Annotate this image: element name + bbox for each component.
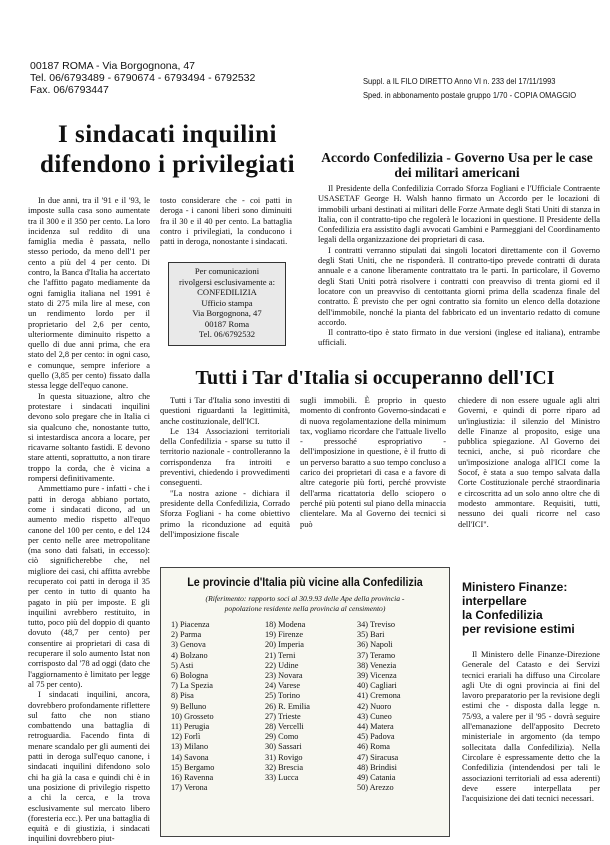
contact-line: 00187 Roma (204, 318, 250, 329)
province-item: 50) Arezzo (357, 783, 394, 793)
province-item: 24) Varese (265, 681, 301, 691)
tar-article-title: Tutti i Tar d'Italia si occuperanno dell'ICI (195, 367, 555, 389)
contact-box (168, 262, 286, 346)
province-item: 42) Nuoro (357, 701, 392, 711)
paragraph: Tutti i Tar d'Italia sono investiti di questioni riguardanti la legittimità, anche costituzionale, dell'ICI. (160, 396, 290, 426)
main-article-column-2 (160, 196, 292, 266)
fax-line: Fax. 06/6793447 (30, 84, 109, 96)
tar-article-column-3 (458, 396, 600, 568)
province-item: 12) Forlì (171, 732, 201, 742)
title-line: interpellare (462, 594, 527, 608)
contact-line: CONFEDILIZIA (197, 287, 257, 297)
province-item: 13) Milano (171, 742, 209, 752)
provinces-column-2 (265, 620, 310, 783)
province-item: 3) Genova (171, 640, 206, 650)
provinces-column-3 (357, 620, 401, 793)
contact-line: Tel. 06/6792532 (198, 329, 256, 339)
paragraph: I sindacati inquilini, ancora, dovrebbero profondamente riflettere sul fatto che non stiano combattendo una battaglia di retroguardia. Facendo finta di menare scandalo per gli aumenti dei patti in deroga sull'equo canone, i sindacati inquilini difendono solo chi ha già la casa e quindi chi è in una posizione di privilegio rispetto a chi la cerca, e la trova esclusivamente sul mercato libero (foresteria ecc.). Per una battaglia di equità e di giustizia, i sindacati inquilini dovrebbero piut- (28, 690, 150, 844)
title-line: per revisione estimi (462, 622, 575, 636)
contact-line: rivolgersi esclusivamente a: (179, 276, 275, 287)
province-item: 25) Torino (265, 691, 300, 701)
province-item: 32) Brescia (265, 762, 304, 772)
finance-article-title (462, 580, 602, 636)
province-item: 18) Modena (265, 620, 306, 629)
province-item: 16) Ravenna (171, 773, 214, 783)
province-item: 8) Pisa (171, 691, 194, 701)
provinces-subtitle (165, 594, 445, 614)
province-item: 34) Treviso (357, 620, 396, 629)
contact-line: Per comunicazioni (194, 266, 260, 276)
paragraph: In questa situazione, altro che protestare i sindacati inquilini devono solo pregare che in Italia ci sia qualcuno che, nonostante tutto, si intestardisca ancora a locare, per ricavarne soltanto fastidi. E devono stare attenti, soprattutto, a non tirare troppo la corda, che è vicina a rompersi definitivamente. (28, 391, 150, 484)
province-item: 14) Savona (171, 752, 209, 762)
province-item: 26) R. Emilia (265, 701, 310, 711)
province-item: 41) Cremona (357, 691, 401, 701)
province-item: 38) Venezia (357, 660, 397, 670)
paragraph: In due anni, tra il '91 e il '93, le imposte sulla casa sono aumentate tra il 300 e il 350 per cento. La loro incidenza sul reddito di una famiglia media è passata, nello stesso periodo, da meno dell'1 per cento a più del 4 per cento. Di contro, la Banca d'Italia ha accertato che l'affitto pagato mediamente da ogni famiglia italiana nel 1991 è stato di 275 mila lire al mese, con un rendimento lordo per il proprietario del 2,6 per cento, ulteriormente diminuito rispetto a quello di due anni prima, che era stato del 2,8 per cento: in ogni caso, e comunque, sempre inferiore a quello (3,85 per cento) fissato dalla stessa legge dell'equo canone. (28, 196, 150, 391)
province-item: 1) Piacenza (171, 620, 210, 629)
paragraph: sugli immobili. È proprio in questo momento di confronto Governo-sindacati e di nuova regolamentazione della minimum tax, vogliamo ricordare che l'attuale livello - pressoché espropriativo - dell'imposizione in questione, è il frutto di un perverso baratto a suo tempo concluso a carico dei proprietari di casa e a favore di altre categorie più forti, perché provviste dell'arma ricattatoria dello sciopero o perché più potenti sul piano della minaccia clientelare. Ma al Governo dei tecnici si può (300, 396, 446, 529)
contact-line: Via Borgognona, 47 (192, 308, 262, 318)
provinces-box (160, 567, 450, 837)
subtitle-line: popolazione residente nella provincia al censimento) (224, 604, 386, 613)
usa-article-title: Accordo Confedilizia - Governo Usa per le case dei militari americani (321, 150, 593, 180)
provinces-column-1 (171, 620, 214, 793)
province-item: 22) Udine (265, 660, 299, 670)
province-item: 36) Napoli (357, 640, 393, 650)
province-item: 23) Novara (265, 671, 303, 681)
province-item: 21) Terni (265, 650, 296, 660)
province-item: 20) Imperia (265, 640, 304, 650)
province-item: 44) Matera (357, 722, 394, 732)
shipping-line: Sped. in abbonamento postale gruppo 1/70 - COPIA OMAGGIO (363, 91, 577, 100)
province-item: 7) La Spezia (171, 681, 213, 691)
phone-line: Tel. 06/6793489 - 6790674 - 6793494 - 6792532 (30, 72, 256, 84)
province-item: 43) Cuneo (357, 711, 392, 721)
tar-article-column-2 (300, 396, 446, 568)
title-line: la Confedilizia (462, 608, 543, 622)
title-line: Ministero Finanze: (462, 580, 568, 594)
province-item: 48) Brindisi (357, 762, 397, 772)
paragraph: tosto considerare che - coi patti in deroga - i canoni liberi sono diminuiti fra il 30 e il 40 per cento. La battaglia contro i privilegiati, la conducono i patti in deroga, nonostante i sindacati. (160, 196, 292, 247)
province-item: 37) Teramo (357, 650, 396, 660)
paragraph: Le 134 Associazioni territoriali della Confedilizia - sparse su tutto il territorio nazionale - controlleranno la corrispondenza fra introiti e preventivi, chiedendo i provvedimenti conseguenti. (160, 426, 290, 488)
main-article-title: I sindacati inquilini difendono i privilegiati (39, 121, 296, 178)
province-item: 40) Cagliari (357, 681, 397, 691)
paragraph: "La nostra azione - dichiara il presidente della Confedilizia, Corrado Sforza Fogliani - ha come obiettivo primo la riconduzione ad equità dell'imposizione fiscale (160, 488, 290, 539)
province-item: 46) Roma (357, 742, 390, 752)
provinces-title: Le provincie d'Italia più vicine alla Confedilizia (187, 577, 423, 589)
province-item: 31) Rovigo (265, 752, 303, 762)
usa-article-body (318, 184, 600, 348)
province-item: 45) Padova (357, 732, 395, 742)
province-item: 35) Bari (357, 630, 385, 640)
header-publication-info (363, 75, 576, 103)
supplement-line: Suppl. a IL FILO DIRETTO Anno VI n. 233 del 17/11/1993 (363, 77, 556, 86)
province-item: 10) Grosseto (171, 711, 214, 721)
province-item: 4) Bolzano (171, 650, 208, 660)
province-item: 28) Vercelli (265, 722, 304, 732)
paragraph: Il contratto-tipo è stato firmato in due versioni (inglese ed italiana), entrambe ufficiali. (318, 328, 600, 348)
province-item: 39) Vicenza (357, 671, 397, 681)
province-item: 2) Parma (171, 630, 202, 640)
tar-article-column-1 (160, 396, 290, 568)
province-item: 33) Lucca (265, 773, 299, 783)
province-item: 49) Catania (357, 773, 396, 783)
paragraph: Il Presidente della Confedilizia Corrado Sforza Fogliani e l'Ufficiale Contraente USASETAF George H. Walsh hanno firmato un Accordo per le locazioni di immobili urbani destinati ai militari delle Forze Armate degli Stati Uniti di stanza in Italia, con il contratto-tipo che regolerà le locazioni in questione. Il Presidente della Confedilizia era assistito dagli avvocati Gambini e Parmeggiani del Coordinamento legali della organizzazione dei proprietari di casa. (318, 184, 600, 245)
province-item: 6) Bologna (171, 671, 209, 681)
contact-line: Ufficio stampa (201, 297, 253, 308)
province-item: 19) Firenze (265, 630, 304, 640)
province-item: 9) Belluno (171, 701, 207, 711)
province-item: 11) Perugia (171, 722, 210, 732)
paragraph: chiedere di non essere uguale agli altri Governi, e quindi di porre riparo ad un'ingiustizia: il silenzio del Ministro delle Finanze al proposito, esige una pubblica spiegazione. Al Governo dei tecnici, anche, si può ricordare che un'imposizione analoga all'ICI come la Socof, è stata a suo tempo salvata dalla Corte Costituzionale perché straordinaria e circoscritta ad un solo anno oltre che di modesto ammontare. Requisiti, tutti, nessuno dei quali ricorre nel caso dell'ICI". (458, 396, 600, 529)
paragraph: Ammettiamo pure - infatti - che i patti in deroga abbiano portato, come i sindacati dicono, ad un aumento medio rispetto all'equo canone del 100 per cento, e del 124 per cento nelle aree metropolitane (ma sono dati falsati, in eccesso): ciò significherebbe che, nel migliore dei casi, chi affitta avrebbe recuperato coi patti in deroga il 35 per cento in tutto di quanto ha pagato in più per imposte. E gli inquilini avrebbero restituito, in tutto, poco più del doppio di quanto dovuto (48,7 per cento) per consentire ai proprietari di casa di recuperare il solo aumento Istat non corrisposto dal '78 ad oggi (dato che l'aggiornamento è limitato per legge al 75 per cento). (28, 484, 150, 689)
address-line: 00187 ROMA - Via Borgognona, 47 (30, 60, 196, 72)
header-address (30, 60, 255, 96)
province-item: 5) Asti (171, 660, 194, 670)
province-item: 15) Bergamo (171, 762, 215, 772)
subtitle-line: (Riferimento: rapporto soci al 30.9.93 delle Ape della provincia - (205, 594, 405, 603)
paragraph: I contratti verranno stipulati dai singoli locatori direttamente con il Governo degli Stati Uniti, che ne risponderà. Il contratto-tipo prevede contratti di durata annuale e a canone liberamente contrattato tra le parti. In particolare, il Governo degli Stati Uniti potrà risolvere i contratti con preavviso di trenta giorni ed il locatore con un preavviso di centottanta giorni prima della scadenza finale del contratto. È previsto che per ogni contratto sia fornito un elenco della dotazione dell'immobile, nonché la pianta del fabbricato ed un inventario redatto di comune accordo. (318, 245, 600, 327)
province-item: 27) Trieste (265, 711, 301, 721)
paragraph: Il Ministero delle Finanze-Direzione Generale del Catasto e dei Servizi tecnici erariali ha diffuso una Circolare agli Ute di ogni provincia ai fini del lavoro preparatorio per la revisione degli estimi che - disposta dalla legge n. 75/93, a valere per il '95 - dovrà seguire all'emanazione dell'apposito Decreto ministeriale in argomento (da tempo sollecitata dalla Confedilizia). Nella Circolare è espressamente detto che la Confedilizia (intendendosi per tali le associazioni territoriali ad essa aderenti) deve essere interpellata per l'acquisizione dei dati tecnici necessari. (462, 650, 600, 804)
finance-article-body (462, 650, 600, 838)
province-item: 47) Siracusa (357, 752, 399, 762)
province-item: 29) Como (265, 732, 299, 742)
main-article-column-1 (28, 196, 150, 844)
province-item: 30) Sassari (265, 742, 302, 752)
province-item: 17) Verona (171, 783, 208, 793)
